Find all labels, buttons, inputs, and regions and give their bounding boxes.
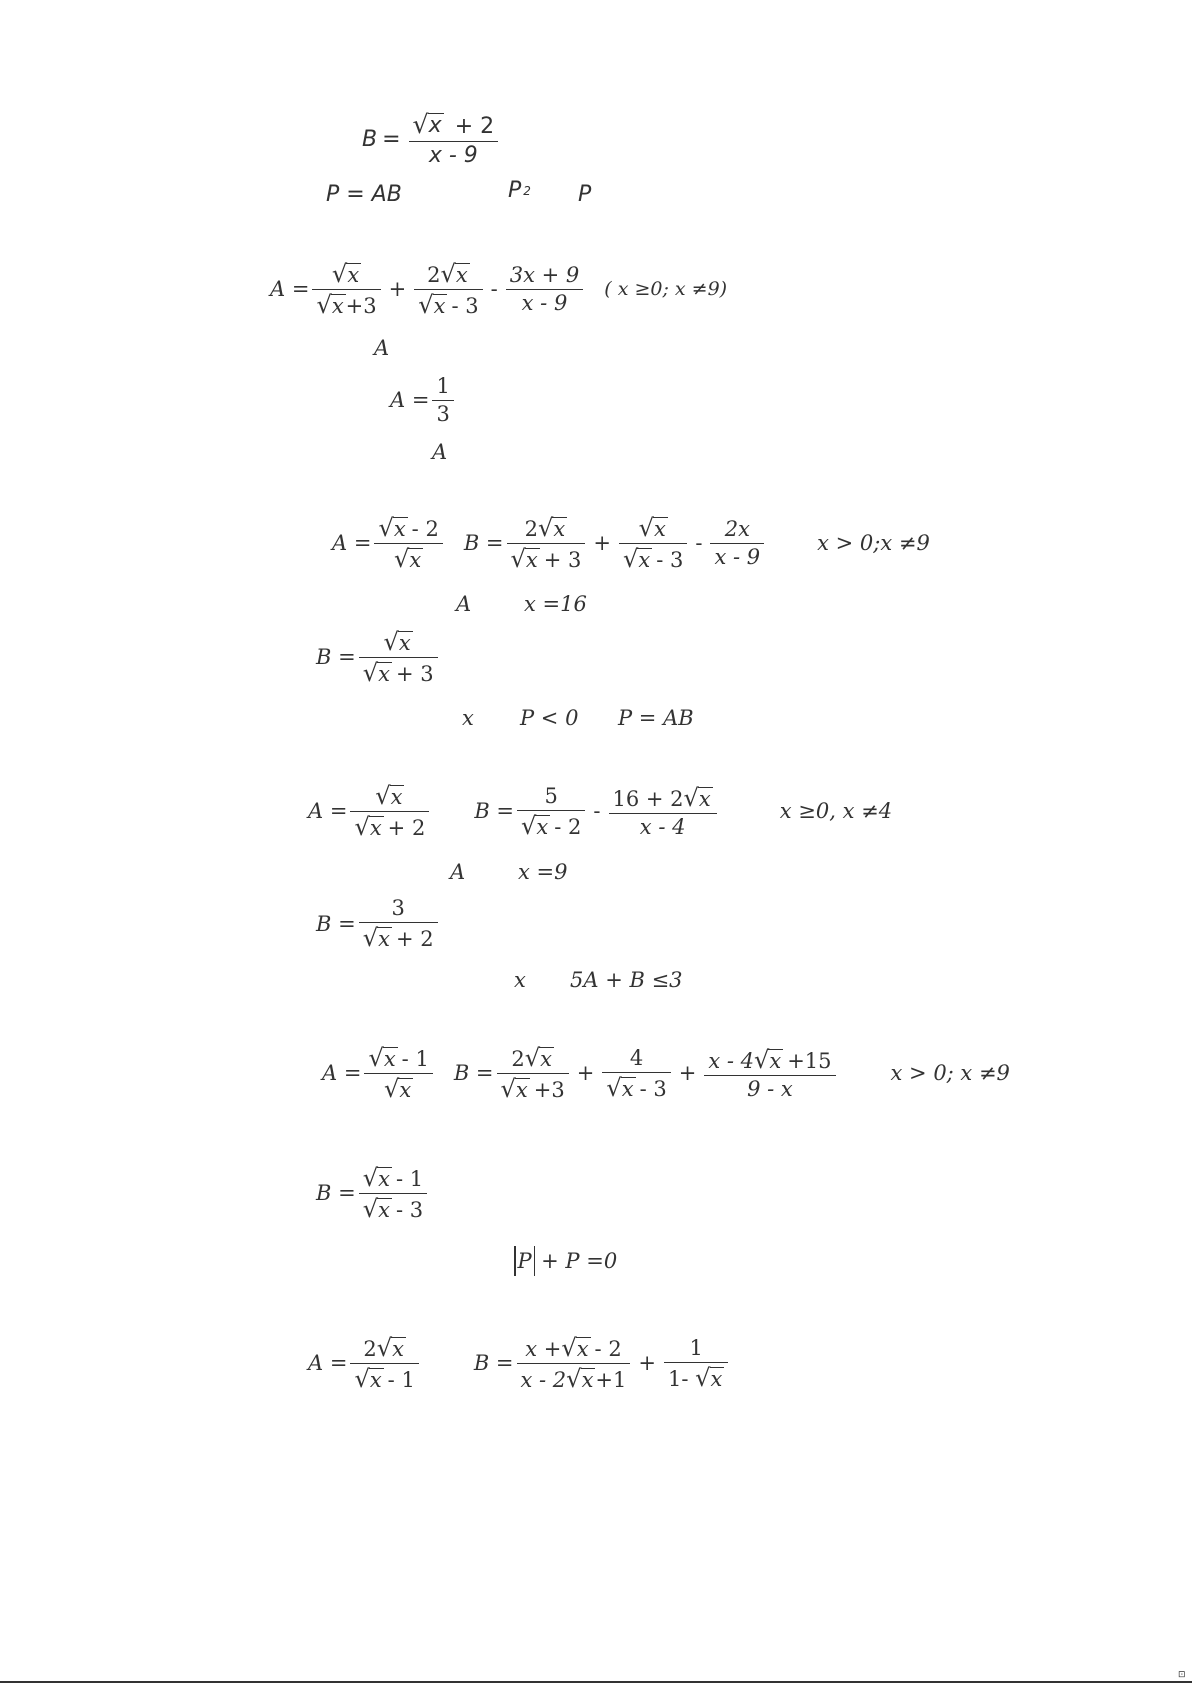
condition: x > 0; x ≠9	[890, 1061, 1010, 1086]
formula-p: P	[578, 182, 592, 207]
variable-a: A	[450, 860, 466, 884]
condition: x ≥0, x ≠4	[779, 799, 893, 824]
variable-x: x	[462, 706, 474, 730]
inequality-5a-b: 5A + B ≤3	[570, 968, 683, 992]
formula-p-squared: P 2	[508, 178, 531, 203]
formula-b-result: B = √ x - 1 √ x - 3	[316, 1166, 430, 1221]
equals-sign: =	[382, 126, 401, 152]
condition: ( x ≥0; x ≠9)	[604, 278, 728, 301]
formula-b-definition	[362, 112, 501, 167]
fraction	[409, 112, 499, 167]
sqrt: √ x	[412, 110, 442, 139]
inequality-p: P < 0	[520, 706, 579, 730]
formula-a-value: A = $\frac{1}{3}$	[390, 376, 457, 425]
formula-a-sum: A = √ x √ x +3 + 2 √ x √ x - 3 - $\frac{3x + 9}{x - 9}$ ( x ≥0; x ≠9)	[270, 260, 728, 320]
page-corner-mark-icon: ⊡	[1178, 1670, 1186, 1680]
denominator: x - 9	[409, 141, 499, 167]
abs-bar	[534, 1246, 536, 1276]
formula-p-ab: P = AB	[618, 706, 694, 730]
formula-ab-pair-3: A = √ x - 1 √ x B = 2 √ x √ x +3 + 4 √ x - 3 + x - 4 √ x +15 9 - x x > 0; x ≠9	[322, 1044, 1010, 1104]
variable-a: A	[374, 336, 390, 360]
variable-a: A	[432, 440, 448, 464]
formula-x-value: x =9	[518, 860, 568, 884]
formula-ab-pair-2: A = √ x √ x + 2 B = 5 √ x - 2 - 16 + 2 √ x x - 4 x ≥0, x ≠4	[308, 782, 893, 842]
formula-x-value: x =16	[524, 592, 587, 616]
formula-text: P = AB	[326, 182, 402, 207]
formula-b-result: B = √ x √ x + 3	[316, 630, 441, 685]
formula-b-result: B = 3 √ x + 2	[316, 898, 441, 950]
formula-ab-pair-4: A = 2 √ x √ x - 1 B = x + √ x - 2 x - 2 √ x +1 + 1 1- √ x	[308, 1336, 731, 1391]
formula-p-line	[326, 184, 402, 206]
formula-ab-pair-1: A = √ x - 2 √ x B = 2 √ x √ x + 3 + √ x √ x - 3 - $\frac{2x}{x - 9}$ x > 0;x ≠9	[332, 514, 930, 574]
formula-abs-p: P + P =0	[512, 1246, 617, 1276]
variable-x: x	[514, 968, 526, 992]
variable-a: A	[456, 592, 472, 616]
condition: x > 0;x ≠9	[817, 531, 930, 556]
page-bottom-rule	[0, 1681, 1192, 1683]
abs-bar	[514, 1246, 516, 1276]
numerator: √ x + 2	[412, 110, 495, 139]
formula-lhs: B	[362, 126, 378, 152]
